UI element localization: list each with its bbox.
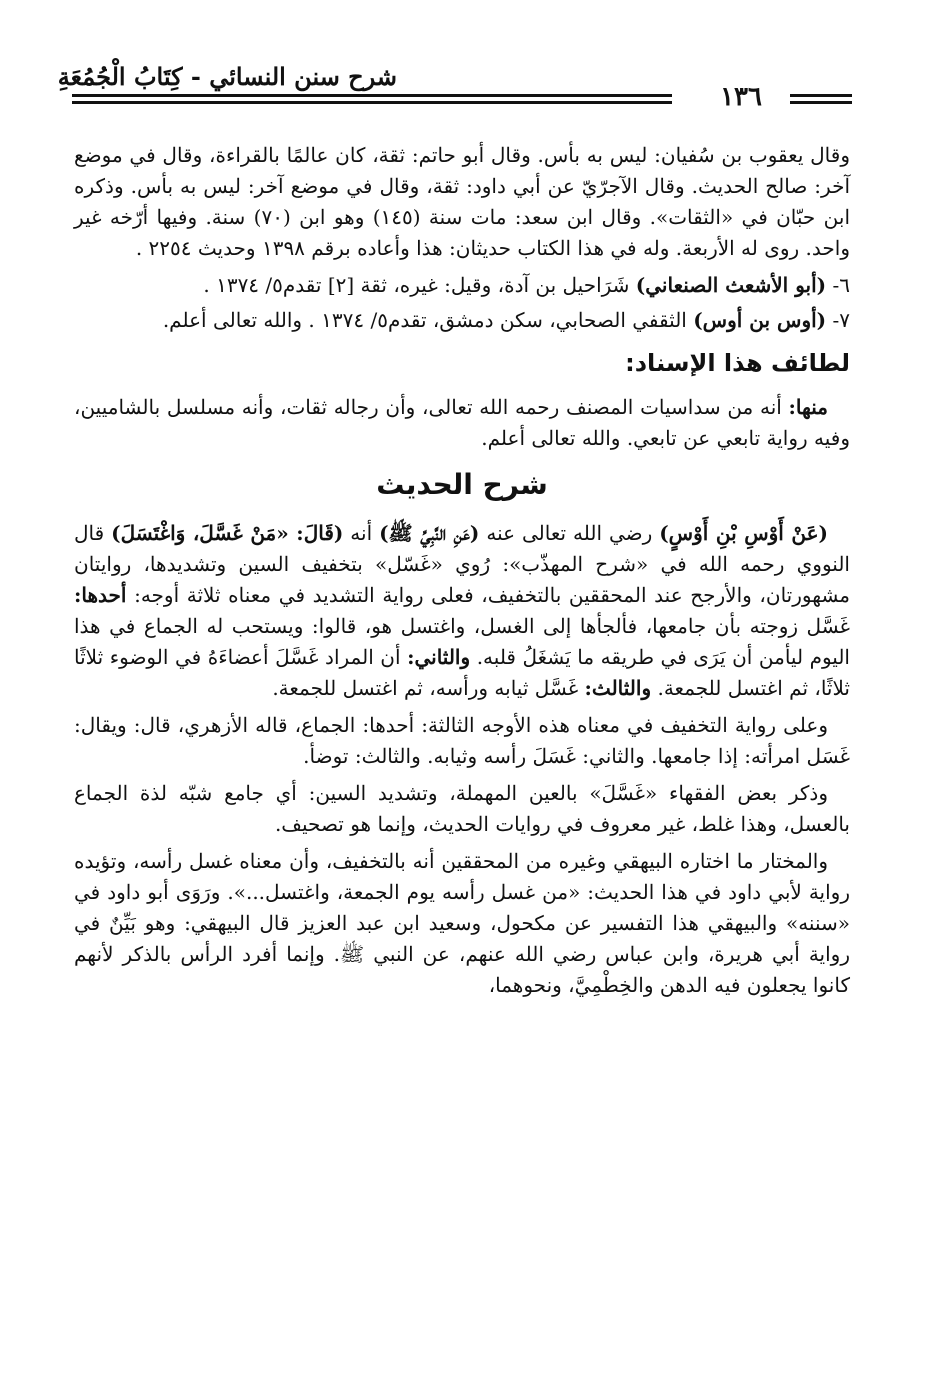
narrator-number: ٦- <box>832 273 850 297</box>
narrator-name: (أبو الأشعث الصنعاني) <box>635 273 827 297</box>
point-label: والثاني: <box>407 645 471 669</box>
page-number: ١٣٦ <box>720 82 762 112</box>
intro-paragraph: وقال يعقوب بن سُفيان: ليس به بأس. وقال أبو حاتم: ثقة، كان عالمًا بالقراءة، وقال في موضع آخر: صالح الحديث. وقال الآجرّيّ عن أبي داود: ثقة، وقال في موضع آخر: ليس به بأس. وذكره ابن حبّان في «الثقات». وقال ابن سعد: مات سنة (١٤٥) وهو ابن (٧٠) سنة. وفيها أرّخه غير واحد. روى له الأربعة. وله في هذا الكتاب حديثان: هذا وأعاده برقم ١٣٩٨ وحديث ٢٢٥٤ . <box>74 143 850 260</box>
sharh-text: رضي الله تعالى عنه <box>479 521 660 545</box>
sharh-text: غَسَّل زوجته بأن جامعها، فألجأها إلى الغسل، واغتسل هو، قالوا: ويستحب له الجماع في هذا اليوم ليأمن أن يَرَى في طريقه ما يَشغَلُ قلبه. <box>74 614 850 669</box>
hadith-quote: (عَنِ النَّبِيِّ ﷺ) <box>379 521 480 545</box>
narrator-item-7 <box>74 305 850 336</box>
point-label: أحدها: <box>74 583 127 607</box>
sharh-heading: شرح الحديث <box>376 468 548 501</box>
hadith-quote: (قَالَ: «مَنْ غَسَّلَ، وَاغْتَسَلَ) <box>111 521 344 545</box>
sharh-paragraph-4: والمختار ما اختاره البيهقي وغيره من المحققين أنه بالتخفيف، وأن معناه غسل رأسه، وتؤيده رواية لأبي داود في هذا الحديث: «من غسل رأسه يوم الجمعة، واغتسل...». ورَوَى أبو داود في «سننه» والبيهقي هذا التفسير عن مكحول، وسعيد ابن عبد العزيز قال البيهقي: وهو بَيِّنٌ في رواية أبي هريرة، وابن عباس رضي الله عنهم، عن النبي ﷺ. وإنما أفرد الرأس بالذكر لأنهم كانوا يجعلون فيه الدهن والخِطْمِيَّ، ونحوهما، <box>74 849 851 997</box>
narrator-name: (أوس بن أوس) <box>693 308 827 332</box>
lataif-heading: لطائف هذا الإسناد: <box>625 349 850 377</box>
lataif-text: أنه من سداسيات المصنف رحمه الله تعالى، وأن رجاله ثقات، وأنه مسلسل بالشاميين، وفيه رواية تابعي عن تابعي. والله تعالى أعلم. <box>74 395 850 450</box>
running-title: شرح سنن النسائي - كِتَابُ الْجُمُعَةِ <box>57 62 397 91</box>
narrator-text: شَرَاحيل بن آدة، وقيل: غيره، ثقة [٢] تقدم٥/ ١٣٧٤ . <box>203 273 636 297</box>
narrator-item-6 <box>74 270 850 301</box>
sharh-text: غَسَّل ثيابه ورأسه، ثم اغتسل للجمعة. <box>272 676 585 700</box>
header-rule-right <box>790 94 852 104</box>
hadith-quote: (عَنْ أَوْسِ بْنِ أَوْسٍ) <box>659 521 829 545</box>
sharh-text: قال النووي رحمه الله في «شرح المهذّب»: رُوي «غَسّل» بتخفيف السين وتشديدها، روايتان مشهورتان، والأرجح عند المحققين بالتخفيف، فعلى رواية التشديد في معناه ثلاثة أوجه: <box>74 521 850 607</box>
sharh-paragraph-3: وذكر بعض الفقهاء «غَسَّلَ» بالعين المهملة، وتشديد السين: أي جامع شبّه لذة الجماع بالعسل، وهذا غلط، غير معروف في روايات الحديث، وإنما هو تصحيف. <box>74 781 850 836</box>
point-label: والثالث: <box>584 676 652 700</box>
narrator-text: الثقفي الصحابي، سكن دمشق، تقدم٥/ ١٣٧٤ . والله تعالى أعلم. <box>162 308 694 332</box>
sharh-paragraph-1 <box>74 518 850 704</box>
header-rule-left <box>72 94 672 104</box>
lataif-lead: منها: <box>788 395 828 419</box>
sharh-paragraph-2: وعلى رواية التخفيف في معناه هذه الأوجه الثالثة: أحدها: الجماع، قاله الأزهري، قال: ويقال: غَسَل امرأته: إذا جامعها. والثاني: غَسَلَ رأسه وثيابه. والثالث: توضأ. <box>74 713 850 768</box>
page-header <box>57 62 852 112</box>
sharh-text: أنه <box>343 521 380 545</box>
lataif-paragraph <box>74 392 850 454</box>
page-body <box>74 140 850 1007</box>
sharh-text: أن المراد غَسَّلَ أعضاءَهُ في الوضوء ثلاثًا ثلاثًا، ثم اغتسل للجمعة. <box>74 645 850 700</box>
narrator-number: ٧- <box>832 308 850 332</box>
